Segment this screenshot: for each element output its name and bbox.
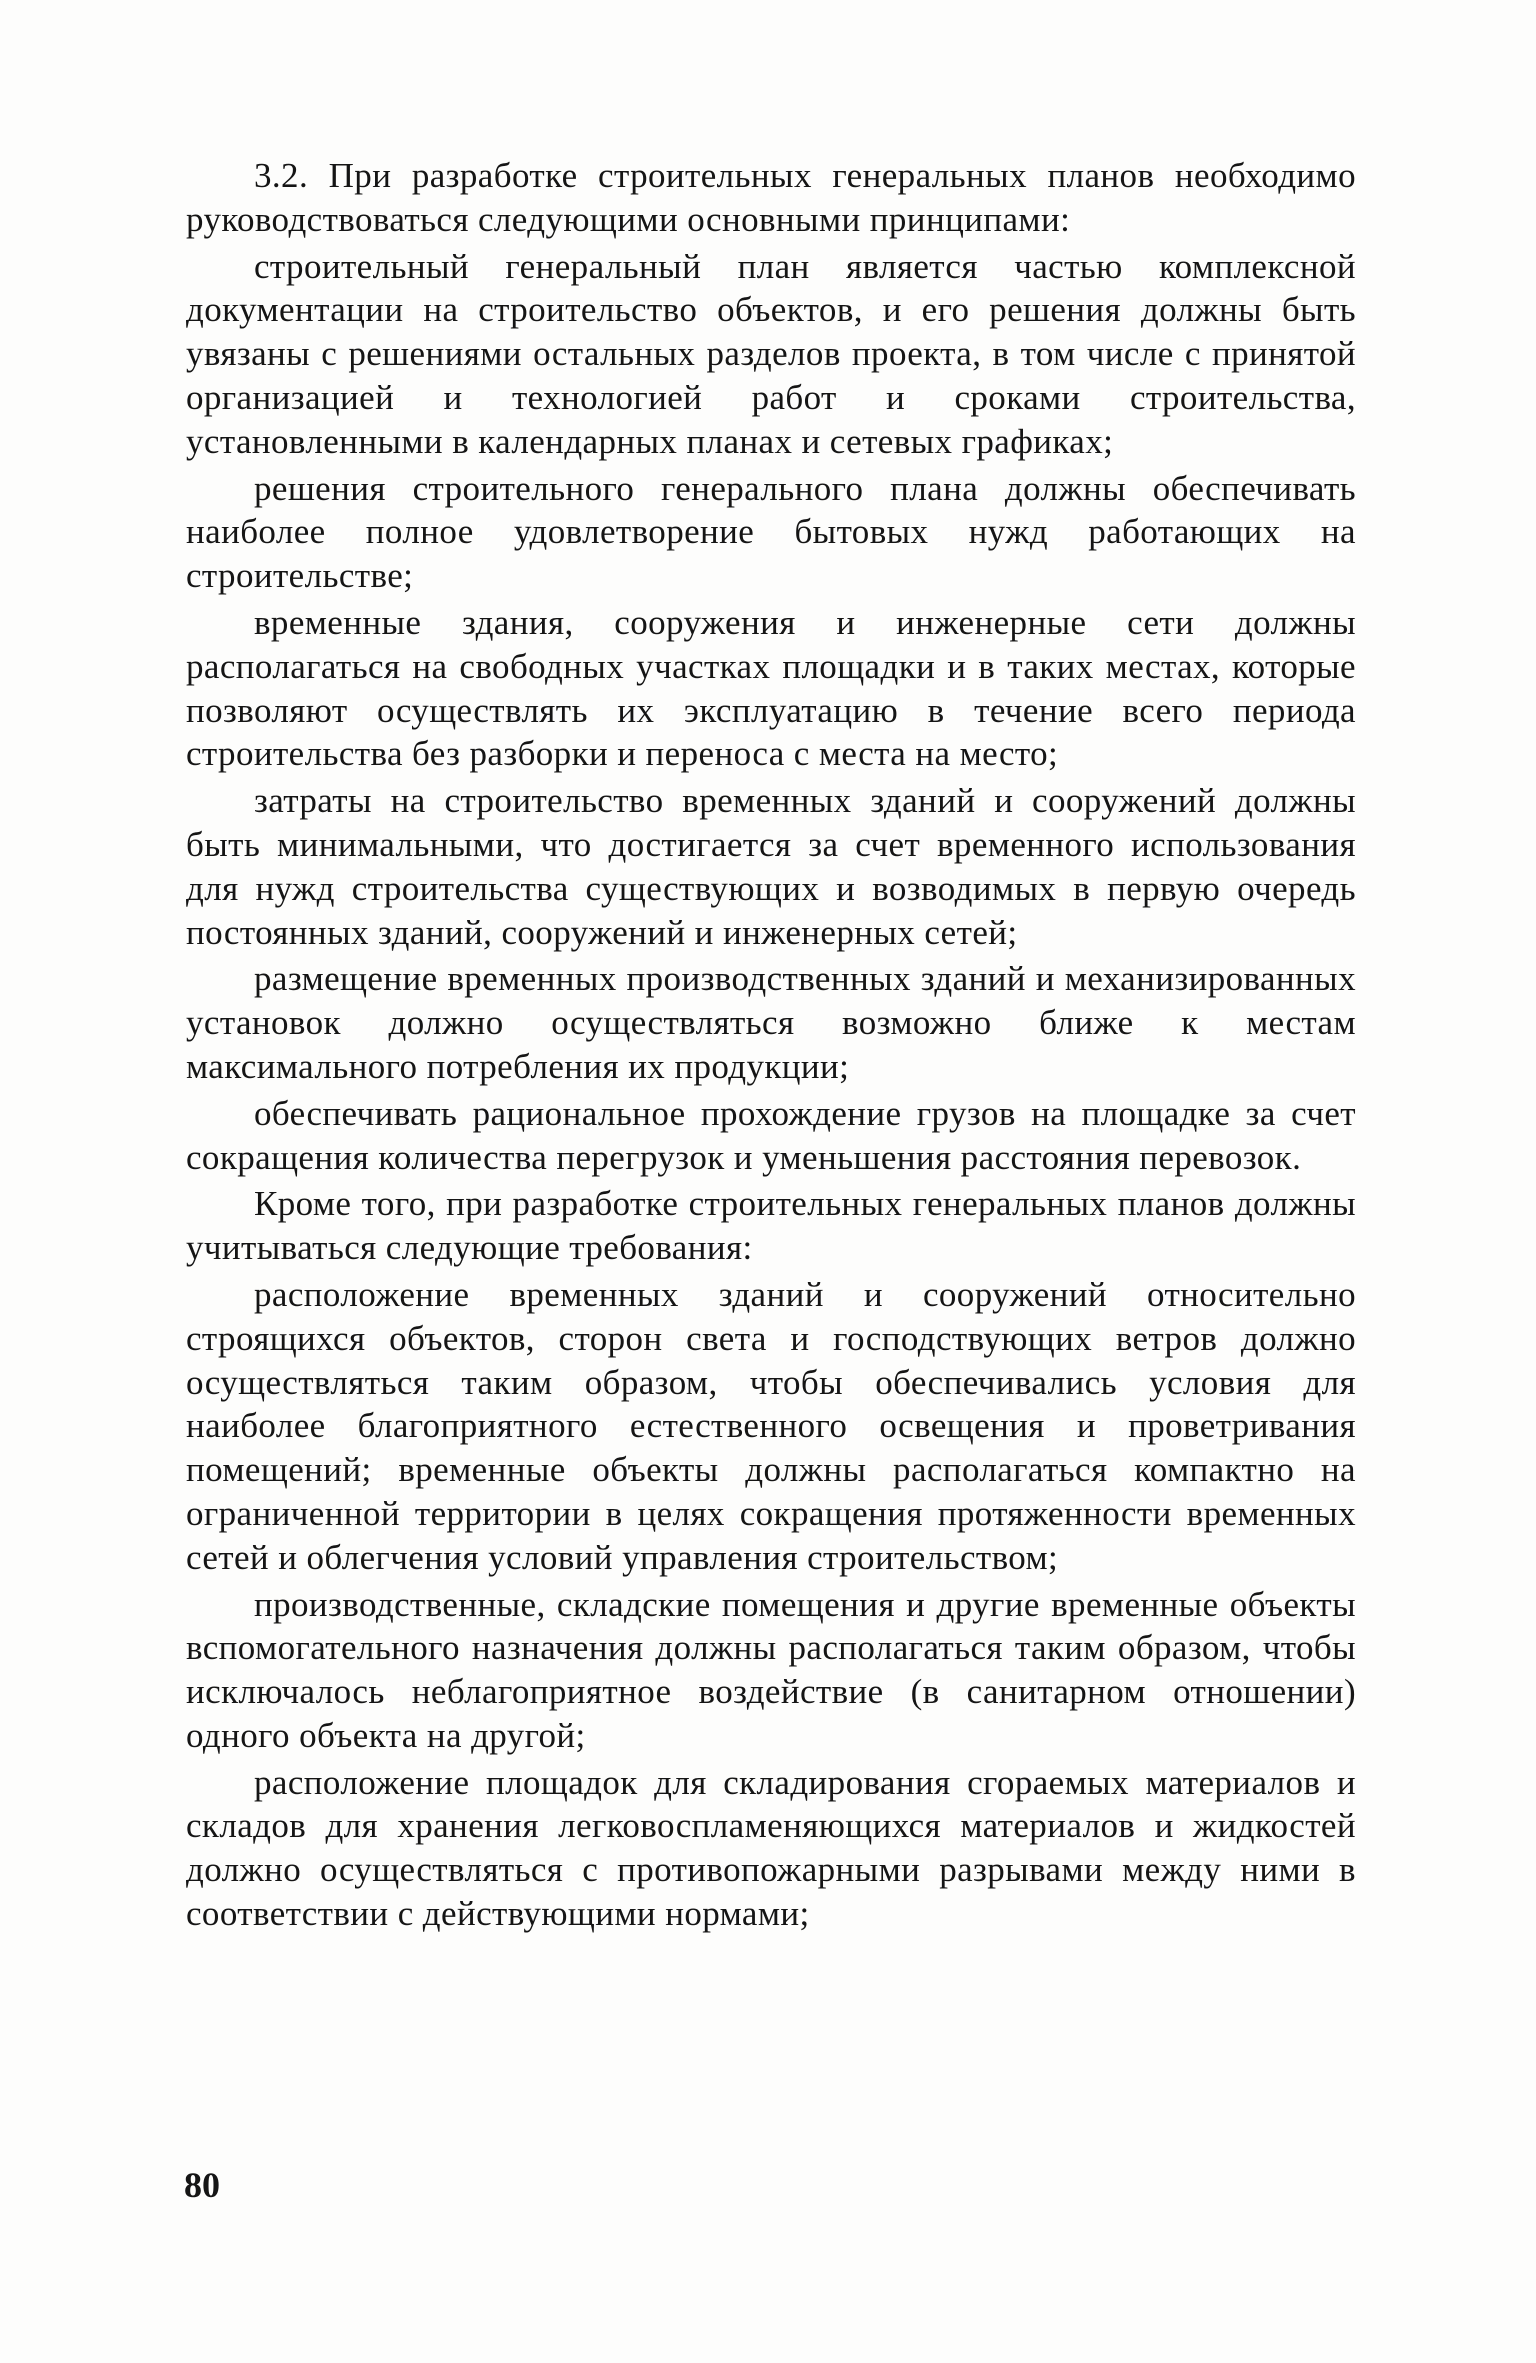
paragraph-requirement-3: расположение площадок для складирования сгораемых материалов и складов для хранения легковоспламеняющихся материалов и жидкостей должно осуществляться с противопожарными разрывами между ними в соответствии с действующими нормами; [186, 1762, 1356, 1934]
paragraph-principle-5: размещение временных производственных зданий и механизированных установок должно осуществляться возможно ближе к местам максимального потребления их продукции; [186, 959, 1356, 1086]
paragraph-requirement-1: расположение временных зданий и сооружений относительно строящихся объектов, сторон света и господствующих ветров должно осуществляться таким образом, чтобы обеспечивались условия для наиболее благоприятного естественного освещения и проветривания помещений; временные объекты должны располагаться компактно на ограниченной территории в целях сокращения протяженности временных сетей и облегчения условий управления строительством; [186, 1274, 1356, 1577]
paragraph-requirements-intro: Кроме того, при разработке строительных генеральных планов должны учитываться следующие требования: [186, 1184, 1356, 1268]
paragraph-principle-6: обеспечивать рациональное прохождение грузов на площадке за счет сокращения количества перегрузок и уменьшения расстояния перевозок. [186, 1093, 1356, 1177]
paragraph-principle-4: затраты на строительство временных зданий и сооружений должны быть минимальными, что достигается за счет временного использования для нужд строительства существующих и возводимых в первую очередь постоянных зданий, сооружений и инженерных сетей; [186, 781, 1356, 952]
paragraph-requirement-2: производственные, складские помещения и другие временные объекты вспомогательного назначения должны располагаться таким образом, чтобы исключалось неблагоприятное воздействие (в санитарном отношении) одного объекта на другой; [186, 1584, 1356, 1755]
paragraph-intro: 3.2. При разработке строительных генеральных планов необходимо руководствоваться следующими основными принципами: [186, 156, 1356, 239]
paragraph-principle-3: временные здания, сооружения и инженерные сети должны располагаться на свободных участках площадки и в таких местах, которые позволяют осуществлять их эксплуатацию в течение всего периода строительства без разборки и переноса с места на место; [186, 602, 1356, 774]
page-number: 80 [184, 2165, 220, 2205]
paragraph-principle-2: решения строительного генерального плана должны обеспечивать наиболее полное удовлетворение бытовых нужд работающих на строительстве; [186, 468, 1356, 596]
paragraph-principle-1: строительный генеральный план является частью комплексной документации на строительство объектов, и его решения должны быть увязаны с решениями остальных разделов проекта, в том числе с принятой организацией и технологией работ и сроками строительства, установленными в календарных планах и сетевых графиках; [186, 246, 1356, 461]
body-text [186, 154, 1356, 1936]
